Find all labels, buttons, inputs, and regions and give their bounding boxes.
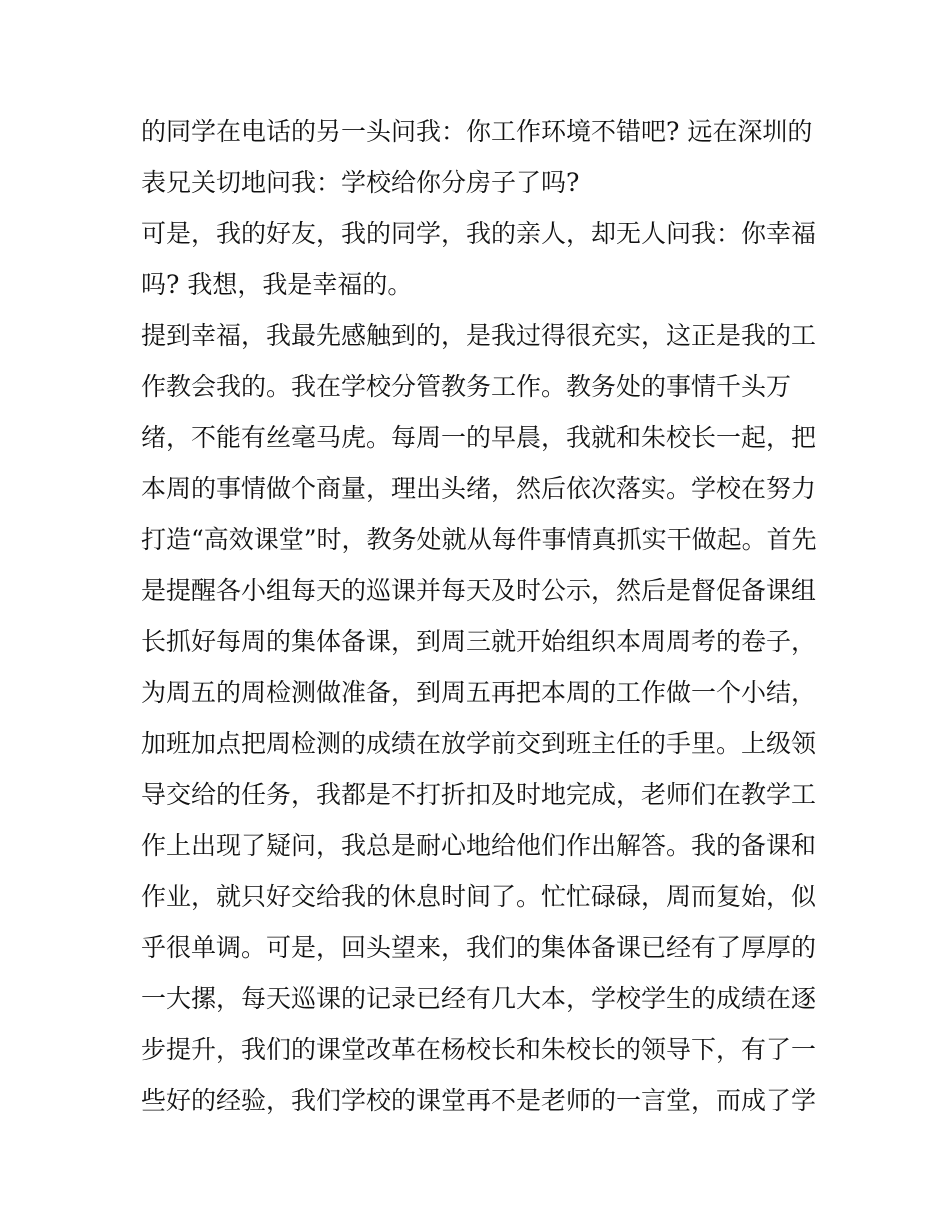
text-line: 作上出现了疑问，我总是耐心地给他们作出解答。我的备课和 xyxy=(141,831,817,860)
text-line: 表兄关切地问我：学校给你分房子了吗? xyxy=(141,168,580,197)
text-line: 些好的经验，我们学校的课堂再不是老师的一言堂，而成了学 xyxy=(141,1086,817,1115)
text-line: 作教会我的。我在学校分管教务工作。教务处的事情千头万 xyxy=(141,372,792,401)
text-line: 吗? 我想，我是幸福的。 xyxy=(141,270,413,299)
text-line: 打造“高效课堂”时，教务处就从每件事情真抓实干做起。首先 xyxy=(141,525,817,554)
text-line: 加班加点把周检测的成绩在放学前交到班主任的手里。上级领 xyxy=(141,729,817,758)
text-line: 是提醒各小组每天的巡课并每天及时公示，然后是督促备课组 xyxy=(141,576,817,605)
text-line: 提到幸福，我最先感触到的，是我过得很充实，这正是我的工 xyxy=(141,321,817,350)
text-line: 一大摞，每天巡课的记录已经有几大本，学校学生的成绩在逐 xyxy=(141,984,817,1013)
text-line: 长抓好每周的集体备课，到周三就开始组织本周周考的卷子， xyxy=(141,627,817,656)
text-line: 的同学在电话的另一头问我：你工作环境不错吧? 远在深圳的 xyxy=(141,117,813,146)
text-line: 绪，不能有丝毫马虎。每周一的早晨，我就和朱校长一起，把 xyxy=(141,423,817,452)
text-line: 导交给的任务，我都是不打折扣及时地完成，老师们在教学工 xyxy=(141,780,817,809)
text-line: 本周的事情做个商量，理出头绪，然后依次落实。学校在努力 xyxy=(141,474,817,503)
body-text xyxy=(141,106,821,1126)
text-line: 为周五的周检测做准备，到周五再把本周的工作做一个小结， xyxy=(141,678,817,707)
text-line: 步提升，我们的课堂改革在杨校长和朱校长的领导下，有了一 xyxy=(141,1035,817,1064)
text-line: 乎很单调。可是，回头望来，我们的集体备课已经有了厚厚的 xyxy=(141,933,817,962)
text-line: 可是，我的好友，我的同学，我的亲人，却无人问我：你幸福 xyxy=(141,219,817,248)
text-line: 作业，就只好交给我的休息时间了。忙忙碌碌，周而复始，似 xyxy=(141,882,817,911)
